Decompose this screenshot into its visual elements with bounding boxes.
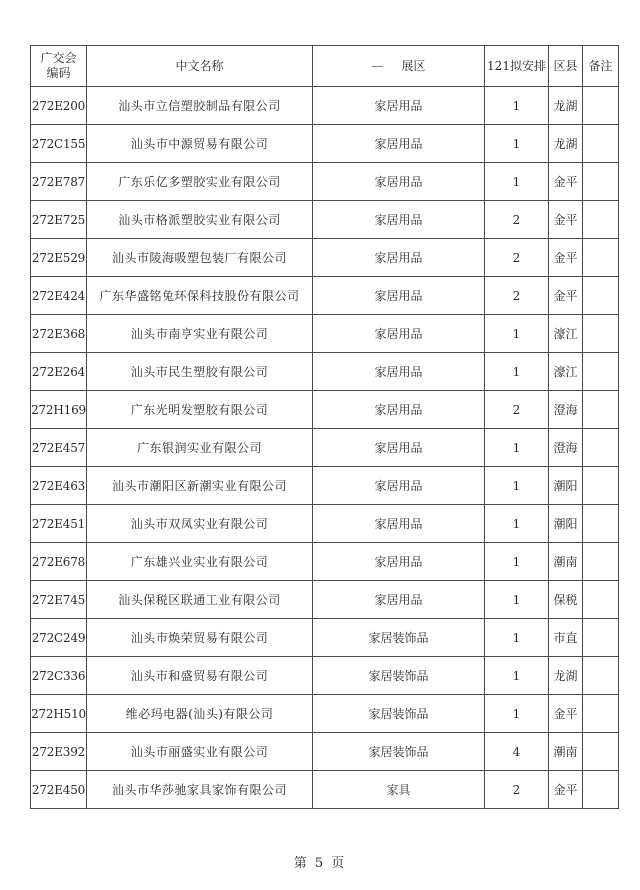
- table-row: [31, 429, 619, 467]
- cell-company-name: 汕头市华莎驰家具家饰有限公司: [87, 771, 313, 809]
- table-body: [31, 87, 619, 809]
- cell-code: 272H169: [31, 391, 87, 429]
- cell-remark: [583, 505, 619, 543]
- cell-district: 金平: [549, 201, 583, 239]
- cell-zone: 家居用品: [313, 391, 485, 429]
- cell-remark: [583, 657, 619, 695]
- cell-code: 272E200: [31, 87, 87, 125]
- table-row: [31, 467, 619, 505]
- cell-company-name: 广东华盛铭兔环保科技股份有限公司: [87, 277, 313, 315]
- cell-district: 保税: [549, 581, 583, 619]
- cell-district: 濠江: [549, 353, 583, 391]
- cell-district: 龙湖: [549, 87, 583, 125]
- cell-remark: [583, 277, 619, 315]
- cell-code: 272E678: [31, 543, 87, 581]
- cell-plan: 1: [485, 543, 549, 581]
- cell-zone: 家居用品: [313, 87, 485, 125]
- table-row: [31, 315, 619, 353]
- header-zone-label: 展区: [401, 58, 426, 73]
- table-row: [31, 353, 619, 391]
- cell-remark: [583, 353, 619, 391]
- cell-company-name: 广东雄兴业实业有限公司: [87, 543, 313, 581]
- cell-code: 272E424: [31, 277, 87, 315]
- cell-remark: [583, 543, 619, 581]
- cell-code: 272C249: [31, 619, 87, 657]
- cell-remark: [583, 315, 619, 353]
- cell-zone: 家居装饰品: [313, 657, 485, 695]
- cell-remark: [583, 429, 619, 467]
- cell-zone: 家居用品: [313, 315, 485, 353]
- cell-code: 272E392: [31, 733, 87, 771]
- cell-code: 272E725: [31, 201, 87, 239]
- header-plan: 121拟安排: [485, 46, 549, 87]
- cell-company-name: 维必玛电器(汕头)有限公司: [87, 695, 313, 733]
- cell-plan: 1: [485, 619, 549, 657]
- cell-plan: 1: [485, 657, 549, 695]
- cell-remark: [583, 771, 619, 809]
- table-header-row: [31, 46, 619, 87]
- table-row: [31, 163, 619, 201]
- cell-company-name: 汕头市中源贸易有限公司: [87, 125, 313, 163]
- page-number: 第 5 页: [293, 856, 347, 871]
- table-row: [31, 239, 619, 277]
- cell-company-name: 汕头保税区联通工业有限公司: [87, 581, 313, 619]
- cell-company-name: 广东光明发塑胶有限公司: [87, 391, 313, 429]
- cell-code: 272C155: [31, 125, 87, 163]
- cell-plan: 2: [485, 239, 549, 277]
- cell-plan: 4: [485, 733, 549, 771]
- cell-code: 272E529: [31, 239, 87, 277]
- table-row: [31, 619, 619, 657]
- header-code: [31, 46, 87, 87]
- cell-plan: 1: [485, 315, 549, 353]
- cell-code: 272E368: [31, 315, 87, 353]
- cell-code: 272E451: [31, 505, 87, 543]
- cell-zone: 家居用品: [313, 467, 485, 505]
- cell-district: 金平: [549, 239, 583, 277]
- cell-plan: 1: [485, 163, 549, 201]
- cell-district: 金平: [549, 695, 583, 733]
- cell-district: 龙湖: [549, 657, 583, 695]
- cell-plan: 1: [485, 467, 549, 505]
- cell-remark: [583, 87, 619, 125]
- cell-zone: 家居用品: [313, 543, 485, 581]
- cell-code: 272E450: [31, 771, 87, 809]
- cell-company-name: 汕头市南亨实业有限公司: [87, 315, 313, 353]
- cell-district: 金平: [549, 277, 583, 315]
- cell-zone: 家居用品: [313, 125, 485, 163]
- cell-district: 濠江: [549, 315, 583, 353]
- cell-zone: 家居装饰品: [313, 733, 485, 771]
- header-code-line1: 广交会: [40, 51, 77, 65]
- cell-remark: [583, 391, 619, 429]
- cell-code: 272E264: [31, 353, 87, 391]
- cell-code: 272E463: [31, 467, 87, 505]
- table-row: [31, 695, 619, 733]
- header-code-line2: 编码: [46, 66, 71, 80]
- cell-zone: 家居装饰品: [313, 619, 485, 657]
- cell-remark: [583, 125, 619, 163]
- cell-company-name: 广东乐亿多塑胶实业有限公司: [87, 163, 313, 201]
- cell-plan: 1: [485, 695, 549, 733]
- header-remark: 备注: [583, 46, 619, 87]
- cell-remark: [583, 619, 619, 657]
- cell-zone: 家居用品: [313, 581, 485, 619]
- cell-plan: 1: [485, 353, 549, 391]
- cell-zone: 家居用品: [313, 239, 485, 277]
- cell-district: 金平: [549, 771, 583, 809]
- cell-district: 金平: [549, 163, 583, 201]
- table-row: [31, 657, 619, 695]
- cell-plan: 2: [485, 391, 549, 429]
- table-row: [31, 87, 619, 125]
- cell-code: 272C336: [31, 657, 87, 695]
- table-row: [31, 771, 619, 809]
- cell-remark: [583, 239, 619, 277]
- cell-code: 272E787: [31, 163, 87, 201]
- cell-district: 市直: [549, 619, 583, 657]
- cell-district: 澄海: [549, 391, 583, 429]
- cell-zone: 家居用品: [313, 429, 485, 467]
- table-row: [31, 581, 619, 619]
- cell-remark: [583, 201, 619, 239]
- cell-zone: 家居用品: [313, 353, 485, 391]
- cell-plan: 2: [485, 277, 549, 315]
- cell-district: 龙湖: [549, 125, 583, 163]
- header-zone-mark: —: [371, 58, 384, 73]
- cell-zone: 家居用品: [313, 505, 485, 543]
- table-row: [31, 505, 619, 543]
- cell-remark: [583, 733, 619, 771]
- cell-plan: 1: [485, 505, 549, 543]
- cell-zone: 家具: [313, 771, 485, 809]
- cell-district: 潮阳: [549, 467, 583, 505]
- cell-company-name: 汕头市丽盛实业有限公司: [87, 733, 313, 771]
- cell-remark: [583, 581, 619, 619]
- cell-plan: 2: [485, 771, 549, 809]
- cell-company-name: 汕头市立信塑胶制品有限公司: [87, 87, 313, 125]
- header-district: 区县: [549, 46, 583, 87]
- cell-district: 潮南: [549, 733, 583, 771]
- cell-code: 272H510: [31, 695, 87, 733]
- header-name: 中文名称: [87, 46, 313, 87]
- cell-company-name: 汕头市陵海吸塑包装厂有限公司: [87, 239, 313, 277]
- cell-plan: 2: [485, 201, 549, 239]
- table-row: [31, 125, 619, 163]
- cell-district: 潮阳: [549, 505, 583, 543]
- table-row: [31, 277, 619, 315]
- cell-company-name: 汕头市民生塑胶有限公司: [87, 353, 313, 391]
- cell-remark: [583, 163, 619, 201]
- cell-company-name: 汕头市格派塑胶实业有限公司: [87, 201, 313, 239]
- cell-zone: 家居装饰品: [313, 695, 485, 733]
- cell-zone: 家居用品: [313, 163, 485, 201]
- table-row: [31, 733, 619, 771]
- cell-plan: 1: [485, 125, 549, 163]
- cell-zone: 家居用品: [313, 201, 485, 239]
- cell-plan: 1: [485, 581, 549, 619]
- cell-district: 澄海: [549, 429, 583, 467]
- exhibitor-table: [30, 45, 619, 809]
- cell-zone: 家居用品: [313, 277, 485, 315]
- cell-code: 272E457: [31, 429, 87, 467]
- cell-remark: [583, 467, 619, 505]
- cell-remark: [583, 695, 619, 733]
- table-row: [31, 391, 619, 429]
- header-zone: [313, 46, 485, 87]
- cell-plan: 1: [485, 429, 549, 467]
- cell-company-name: 汕头市潮阳区新潮实业有限公司: [87, 467, 313, 505]
- table-row: [31, 201, 619, 239]
- cell-code: 272E745: [31, 581, 87, 619]
- cell-company-name: 汕头市双凤实业有限公司: [87, 505, 313, 543]
- cell-district: 潮南: [549, 543, 583, 581]
- cell-company-name: 汕头市焕荣贸易有限公司: [87, 619, 313, 657]
- cell-company-name: 广东银润实业有限公司: [87, 429, 313, 467]
- table-row: [31, 543, 619, 581]
- cell-company-name: 汕头市和盛贸易有限公司: [87, 657, 313, 695]
- cell-plan: 1: [485, 87, 549, 125]
